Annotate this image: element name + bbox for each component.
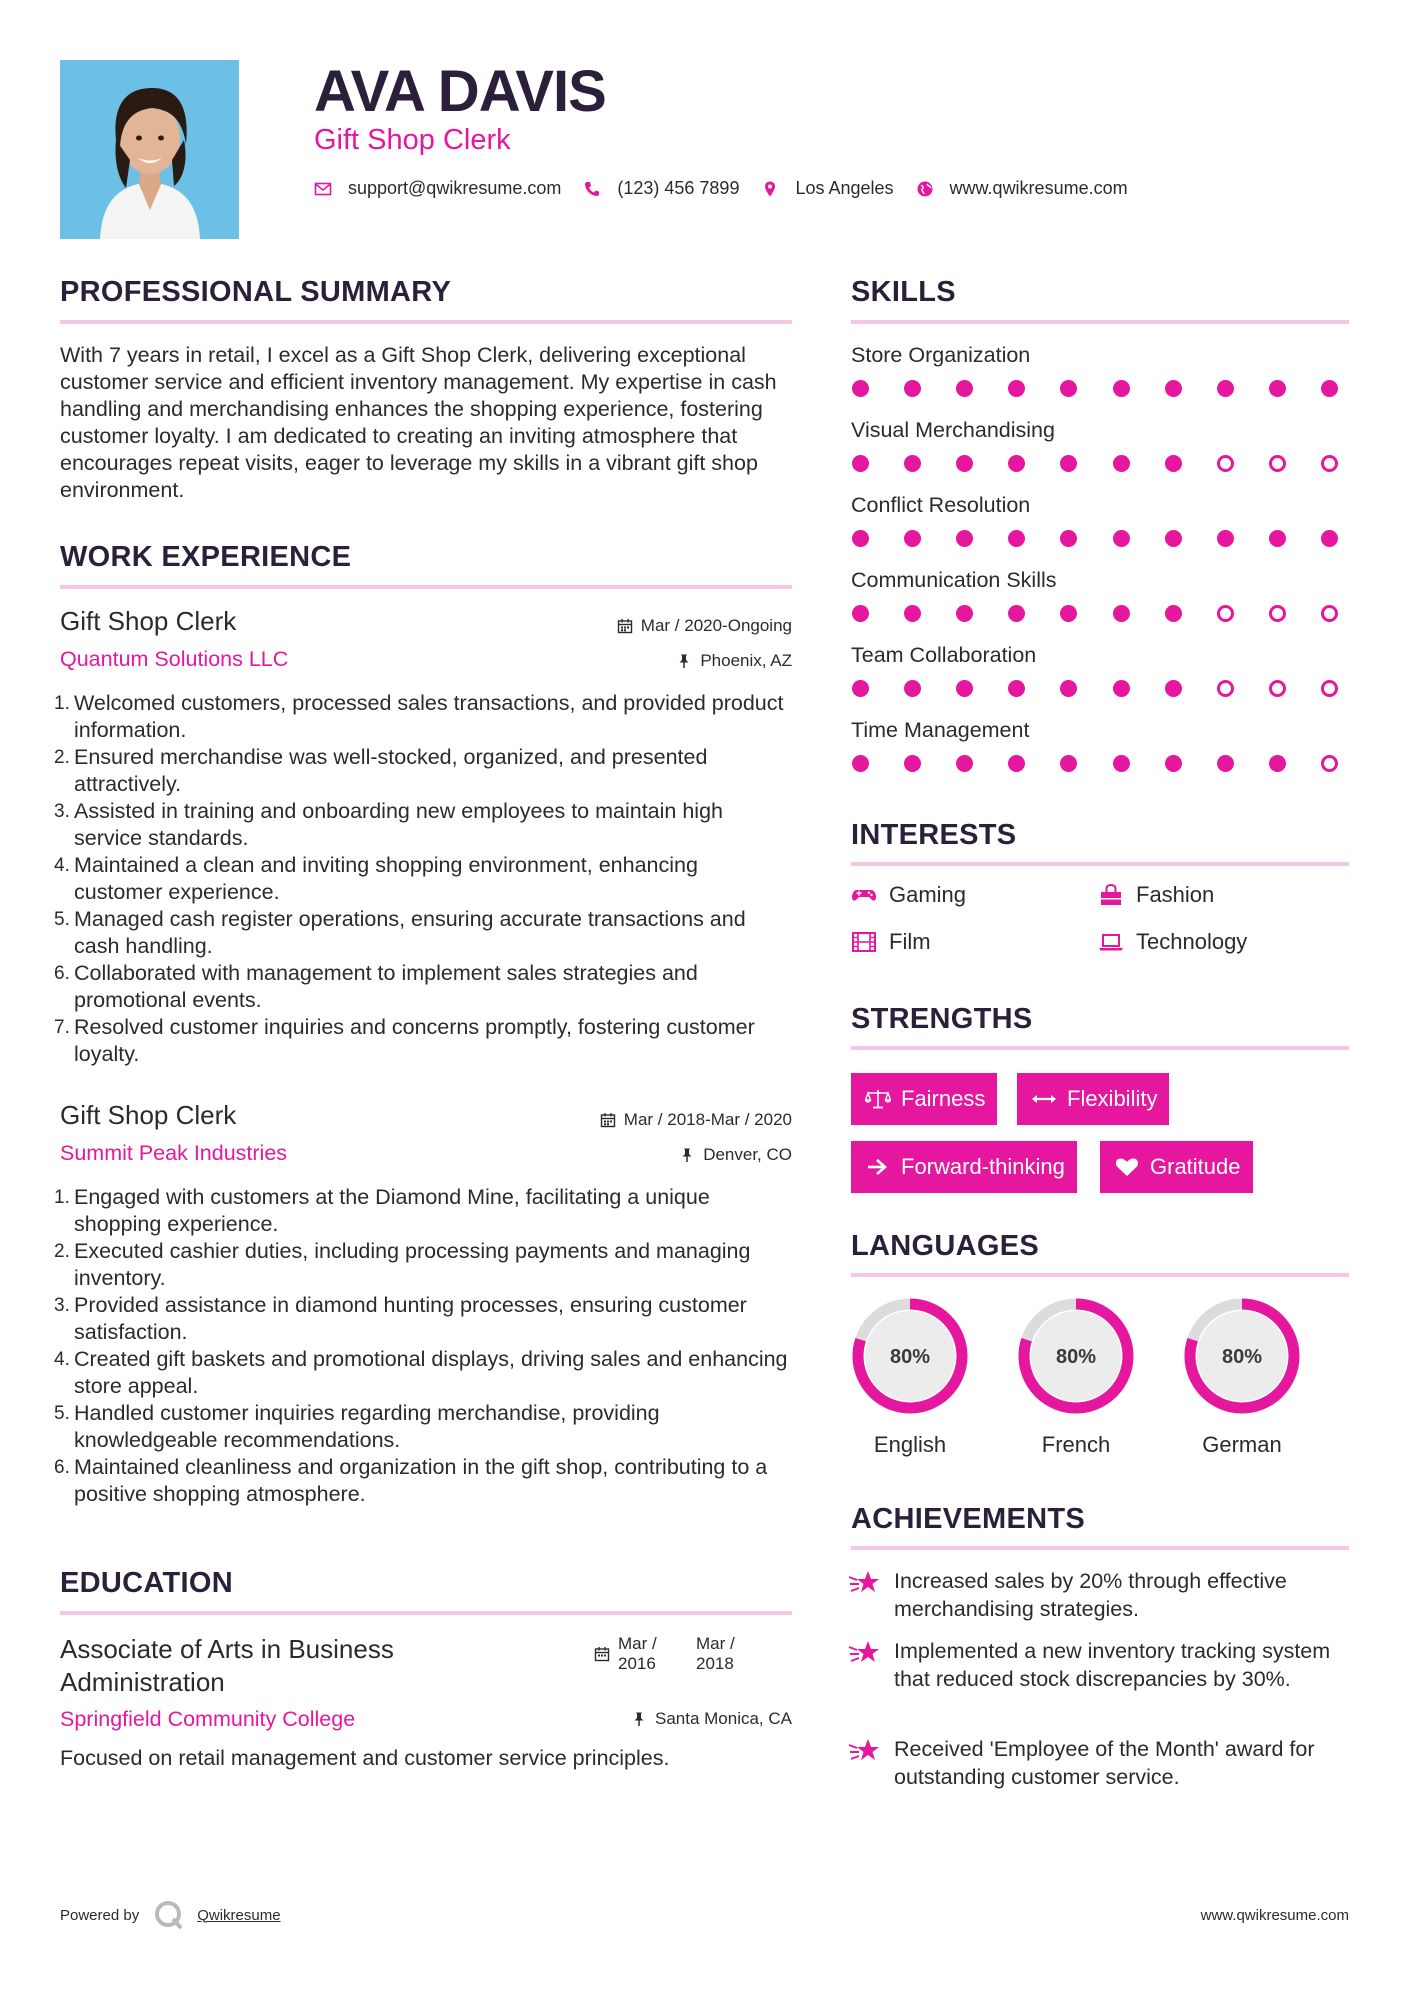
heart-icon — [1114, 1157, 1140, 1177]
skill-dot-filled — [852, 605, 869, 622]
job-duties-list — [56, 690, 792, 1068]
education-start — [618, 1634, 690, 1674]
list-item: 4. Maintained a clean and inviting shopping environment, enhancing customer experience. — [54, 853, 698, 904]
candidate-title: Gift Shop Clerk — [314, 124, 511, 156]
skill-dot-filled — [1008, 530, 1025, 547]
skill-dot-filled — [956, 680, 973, 697]
strengths-heading: STRENGTHS — [851, 1003, 1033, 1035]
list-item: 5. Handled customer inquiries regarding merchandise, providing knowledgeable recommendations. — [54, 1401, 660, 1452]
interest-label: Fashion — [1136, 882, 1215, 907]
job-location — [480, 1145, 792, 1165]
list-item: 3. Assisted in training and onboarding new employees to maintain high service standards. — [54, 799, 723, 850]
strength-label: Flexibility — [1067, 1086, 1158, 1111]
skill-name: Time Management — [851, 718, 1030, 742]
skills-rule — [851, 320, 1349, 324]
job-dates-text: Mar / 2018-Mar / 2020 — [623, 1110, 792, 1129]
language-item — [1014, 1294, 1138, 1458]
education-rule — [60, 1611, 792, 1615]
skill-dot-filled — [956, 380, 973, 397]
achievement-text: Received 'Employee of the Month' award for outstanding customer service. — [894, 1737, 1315, 1789]
profile-photo-image — [60, 60, 239, 239]
language-percent: 80% — [1221, 1346, 1263, 1368]
list-item: 6. Collaborated with management to implement sales strategies and promotional events. — [54, 961, 698, 1012]
shooting-star-icon — [848, 1735, 882, 1765]
skill-dot-filled — [1008, 680, 1025, 697]
start-month: Mar / — [618, 1634, 657, 1653]
skill-rating — [852, 380, 1338, 397]
pushpin-icon — [679, 1147, 695, 1163]
contact-row — [314, 178, 1150, 199]
list-item: 5. Managed cash register operations, ensuring accurate transactions and cash handling. — [54, 907, 746, 958]
skill-dot-filled — [1113, 605, 1130, 622]
strength-chip-flexibility — [1017, 1073, 1169, 1125]
skill-dot-filled — [1321, 530, 1338, 547]
interests-rule — [851, 862, 1349, 866]
achievement-item — [848, 1567, 1348, 1623]
contact-phone[interactable] — [583, 178, 739, 199]
map-pin-icon — [761, 180, 779, 198]
strength-chip-fairness — [851, 1073, 997, 1125]
list-item: 4. Created gift baskets and promotional displays, driving sales and enhancing store appeal. — [54, 1347, 788, 1398]
languages-rule — [851, 1273, 1349, 1277]
skill-dot-filled — [904, 530, 921, 547]
achievement-item — [848, 1735, 1348, 1791]
interest-fashion — [1098, 882, 1214, 908]
skill-dot-filled — [1269, 380, 1286, 397]
job-title: Gift Shop Clerk — [60, 1100, 237, 1130]
education-end — [696, 1634, 735, 1674]
list-item: 7. Resolved customer inquiries and concerns promptly, fostering customer loyalty. — [54, 1015, 755, 1066]
education-degree: Associate of Arts in Business Administration — [60, 1634, 394, 1697]
skill-dot-filled — [1165, 680, 1182, 697]
skill-dot-filled — [852, 455, 869, 472]
skill-dot-empty — [1217, 455, 1234, 472]
skill-dot-filled — [1113, 755, 1130, 772]
skill-rating — [852, 680, 1338, 697]
end-year: 2018 — [696, 1654, 734, 1673]
shooting-star-icon — [848, 1567, 882, 1597]
website-text: www.qwikresume.com — [949, 178, 1128, 198]
skill-dot-filled — [1165, 755, 1182, 772]
skill-dot-filled — [852, 755, 869, 772]
skill-dot-empty — [1321, 455, 1338, 472]
candidate-name: AVA DAVIS — [314, 59, 606, 124]
brand-link[interactable]: Qwikresume — [197, 1906, 281, 1924]
summary-rule — [60, 320, 792, 324]
phone-text: (123) 456 7899 — [617, 178, 740, 198]
achievements-heading: ACHIEVEMENTS — [851, 1503, 1086, 1535]
job-dates-text: Mar / 2020-Ongoing — [640, 616, 792, 635]
strength-label: Fairness — [901, 1086, 986, 1111]
list-item: 1. Welcomed customers, processed sales transactions, and provided product information. — [54, 691, 784, 742]
skill-name: Team Collaboration — [851, 643, 1037, 667]
skills-heading: SKILLS — [851, 276, 956, 308]
interest-technology — [1098, 929, 1247, 955]
skill-dot-filled — [1165, 380, 1182, 397]
gamepad-icon — [851, 884, 877, 906]
interest-gaming — [851, 882, 966, 908]
footer-website[interactable]: www.qwikresume.com — [1200, 1907, 1349, 1924]
list-item: 1. Engaged with customers at the Diamond Mine, facilitating a unique shopping experience. — [54, 1185, 710, 1236]
calendar-icon — [600, 1112, 616, 1128]
skill-name: Visual Merchandising — [851, 418, 1055, 442]
skill-dot-filled — [1060, 755, 1077, 772]
skill-dot-filled — [904, 455, 921, 472]
skill-dot-filled — [1321, 380, 1338, 397]
email-text: support@qwikresume.com — [348, 178, 562, 198]
education-school: Springfield Community College — [60, 1707, 356, 1731]
start-year: 2016 — [618, 1654, 656, 1673]
interest-label: Technology — [1136, 929, 1248, 954]
strength-label: Forward-thinking — [901, 1154, 1065, 1179]
phone-icon — [583, 180, 601, 198]
shopping-bag-icon — [1098, 884, 1124, 906]
experience-heading: WORK EXPERIENCE — [60, 541, 352, 573]
skill-dot-filled — [1269, 755, 1286, 772]
languages-heading: LANGUAGES — [851, 1230, 1039, 1262]
strength-chip-gratitude — [1100, 1141, 1253, 1193]
skill-dot-filled — [956, 755, 973, 772]
list-item: 2. Ensured merchandise was well-stocked, organized, and presented attractively. — [54, 745, 708, 796]
achievement-item — [848, 1637, 1348, 1693]
strengths-rule — [851, 1046, 1349, 1050]
skill-rating — [852, 530, 1338, 547]
skill-dot-filled — [1008, 755, 1025, 772]
job-duties-list — [56, 1184, 792, 1508]
interest-label: Gaming — [889, 882, 967, 907]
interest-film — [851, 929, 931, 955]
arrow-right-icon — [865, 1157, 891, 1177]
job-location — [480, 651, 792, 671]
calendar-icon — [617, 618, 633, 634]
skill-dot-filled — [1008, 455, 1025, 472]
skill-dot-filled — [1060, 455, 1077, 472]
education-location-text: Santa Monica, CA — [654, 1709, 792, 1728]
powered-by-text: Powered by — [60, 1906, 140, 1924]
language-ring — [848, 1294, 972, 1418]
location-text: Los Angeles — [795, 178, 894, 198]
strength-label: Gratitude — [1150, 1154, 1241, 1179]
interest-label: Film — [889, 929, 931, 954]
strength-chip-forward-thinking — [851, 1141, 1077, 1193]
skill-dot-filled — [1217, 755, 1234, 772]
skill-dot-filled — [1060, 380, 1077, 397]
language-item — [1180, 1294, 1304, 1458]
job-title: Gift Shop Clerk — [60, 606, 237, 636]
profile-photo — [60, 60, 239, 239]
skill-dot-filled — [1165, 455, 1182, 472]
job-dates — [480, 1110, 792, 1130]
skill-dot-filled — [1113, 530, 1130, 547]
skill-rating — [852, 455, 1338, 472]
globe-icon — [916, 180, 934, 198]
contact-email[interactable] — [314, 178, 561, 199]
skill-dot-filled — [904, 605, 921, 622]
summary-text: With 7 years in retail, I excel as a Gift Shop Clerk, delivering exceptional customer service and efficient inventory management. My expertise in cash handling and merchandising enhances the shopping experience, fostering customer loyalty. I am dedicated to creating an inviting atmosphere that encourages repeat visits, eager to leverage my skills in a vibrant gift shop environment. — [60, 343, 777, 502]
skill-dot-empty — [1217, 605, 1234, 622]
skill-name: Conflict Resolution — [851, 493, 1031, 517]
experience-rule — [60, 585, 792, 589]
qwikresume-logo-icon — [153, 1899, 185, 1931]
skill-dot-filled — [1217, 380, 1234, 397]
skill-rating — [852, 605, 1338, 622]
education-description: Focused on retail management and customer service principles. — [60, 1746, 670, 1770]
skill-dot-filled — [904, 680, 921, 697]
skill-dot-filled — [1113, 455, 1130, 472]
language-name: English — [873, 1432, 947, 1457]
language-percent: 80% — [1055, 1346, 1097, 1368]
skill-dot-filled — [1008, 605, 1025, 622]
skill-name: Communication Skills — [851, 568, 1057, 592]
film-icon — [851, 931, 877, 953]
skill-dot-filled — [852, 380, 869, 397]
skill-dot-filled — [1165, 605, 1182, 622]
pushpin-icon — [676, 653, 692, 669]
summary-heading: PROFESSIONAL SUMMARY — [60, 276, 452, 308]
skill-dot-filled — [1217, 530, 1234, 547]
achievements-rule — [851, 1546, 1349, 1550]
language-name: German — [1202, 1432, 1282, 1457]
job-location-text: Phoenix, AZ — [700, 651, 792, 670]
skill-dot-filled — [1113, 380, 1130, 397]
pushpin-icon — [631, 1711, 647, 1727]
interests-heading: INTERESTS — [851, 819, 1017, 851]
achievement-text: Implemented a new inventory tracking system that reduced stock discrepancies by 30%. — [894, 1639, 1331, 1691]
skill-dot-filled — [1060, 680, 1077, 697]
skill-dot-filled — [1269, 530, 1286, 547]
skill-dot-empty — [1269, 605, 1286, 622]
language-item — [848, 1294, 972, 1458]
end-month: Mar / — [696, 1634, 735, 1653]
language-name: French — [1041, 1432, 1111, 1457]
skill-dot-filled — [956, 455, 973, 472]
language-ring — [1014, 1294, 1138, 1418]
education-heading: EDUCATION — [60, 1567, 233, 1599]
skill-dot-filled — [904, 755, 921, 772]
skill-dot-filled — [956, 530, 973, 547]
list-item: 2. Executed cashier duties, including processing payments and managing inventory. — [54, 1239, 751, 1290]
language-ring — [1180, 1294, 1304, 1418]
skill-name: Store Organization — [851, 343, 1031, 367]
skill-dot-filled — [852, 530, 869, 547]
skill-dot-filled — [956, 605, 973, 622]
footer-powered-by — [60, 1899, 281, 1931]
job-company: Quantum Solutions LLC — [60, 647, 289, 671]
envelope-icon — [314, 180, 332, 198]
skill-dot-empty — [1217, 680, 1234, 697]
job-company: Summit Peak Industries — [60, 1141, 288, 1165]
skill-dot-filled — [1060, 605, 1077, 622]
contact-website[interactable] — [916, 178, 1128, 199]
skill-dot-filled — [1008, 380, 1025, 397]
job-dates — [480, 616, 792, 636]
list-item: 3. Provided assistance in diamond hunting processes, ensuring customer satisfaction. — [54, 1293, 747, 1344]
skill-dot-empty — [1321, 605, 1338, 622]
skill-rating — [852, 755, 1338, 772]
education-location — [480, 1709, 792, 1729]
skill-dot-filled — [1060, 530, 1077, 547]
skill-dot-filled — [852, 680, 869, 697]
skill-dot-filled — [904, 380, 921, 397]
skill-dot-empty — [1321, 680, 1338, 697]
contact-location — [761, 178, 893, 199]
skill-dot-filled — [1165, 530, 1182, 547]
arrows-horizontal-icon — [1031, 1089, 1057, 1109]
job-location-text: Denver, CO — [703, 1145, 792, 1164]
skill-dot-empty — [1269, 680, 1286, 697]
calendar-icon — [594, 1646, 610, 1662]
language-percent: 80% — [889, 1346, 931, 1368]
skill-dot-filled — [1113, 680, 1130, 697]
education-dates — [594, 1634, 735, 1674]
laptop-icon — [1098, 931, 1124, 953]
scale-icon — [865, 1089, 891, 1109]
skill-dot-empty — [1321, 755, 1338, 772]
list-item: 6. Maintained cleanliness and organization in the gift shop, contributing to a positive shopping atmosphere. — [54, 1455, 768, 1506]
skill-dot-empty — [1269, 455, 1286, 472]
achievement-text: Increased sales by 20% through effective merchandising strategies. — [894, 1569, 1287, 1621]
shooting-star-icon — [848, 1637, 882, 1667]
